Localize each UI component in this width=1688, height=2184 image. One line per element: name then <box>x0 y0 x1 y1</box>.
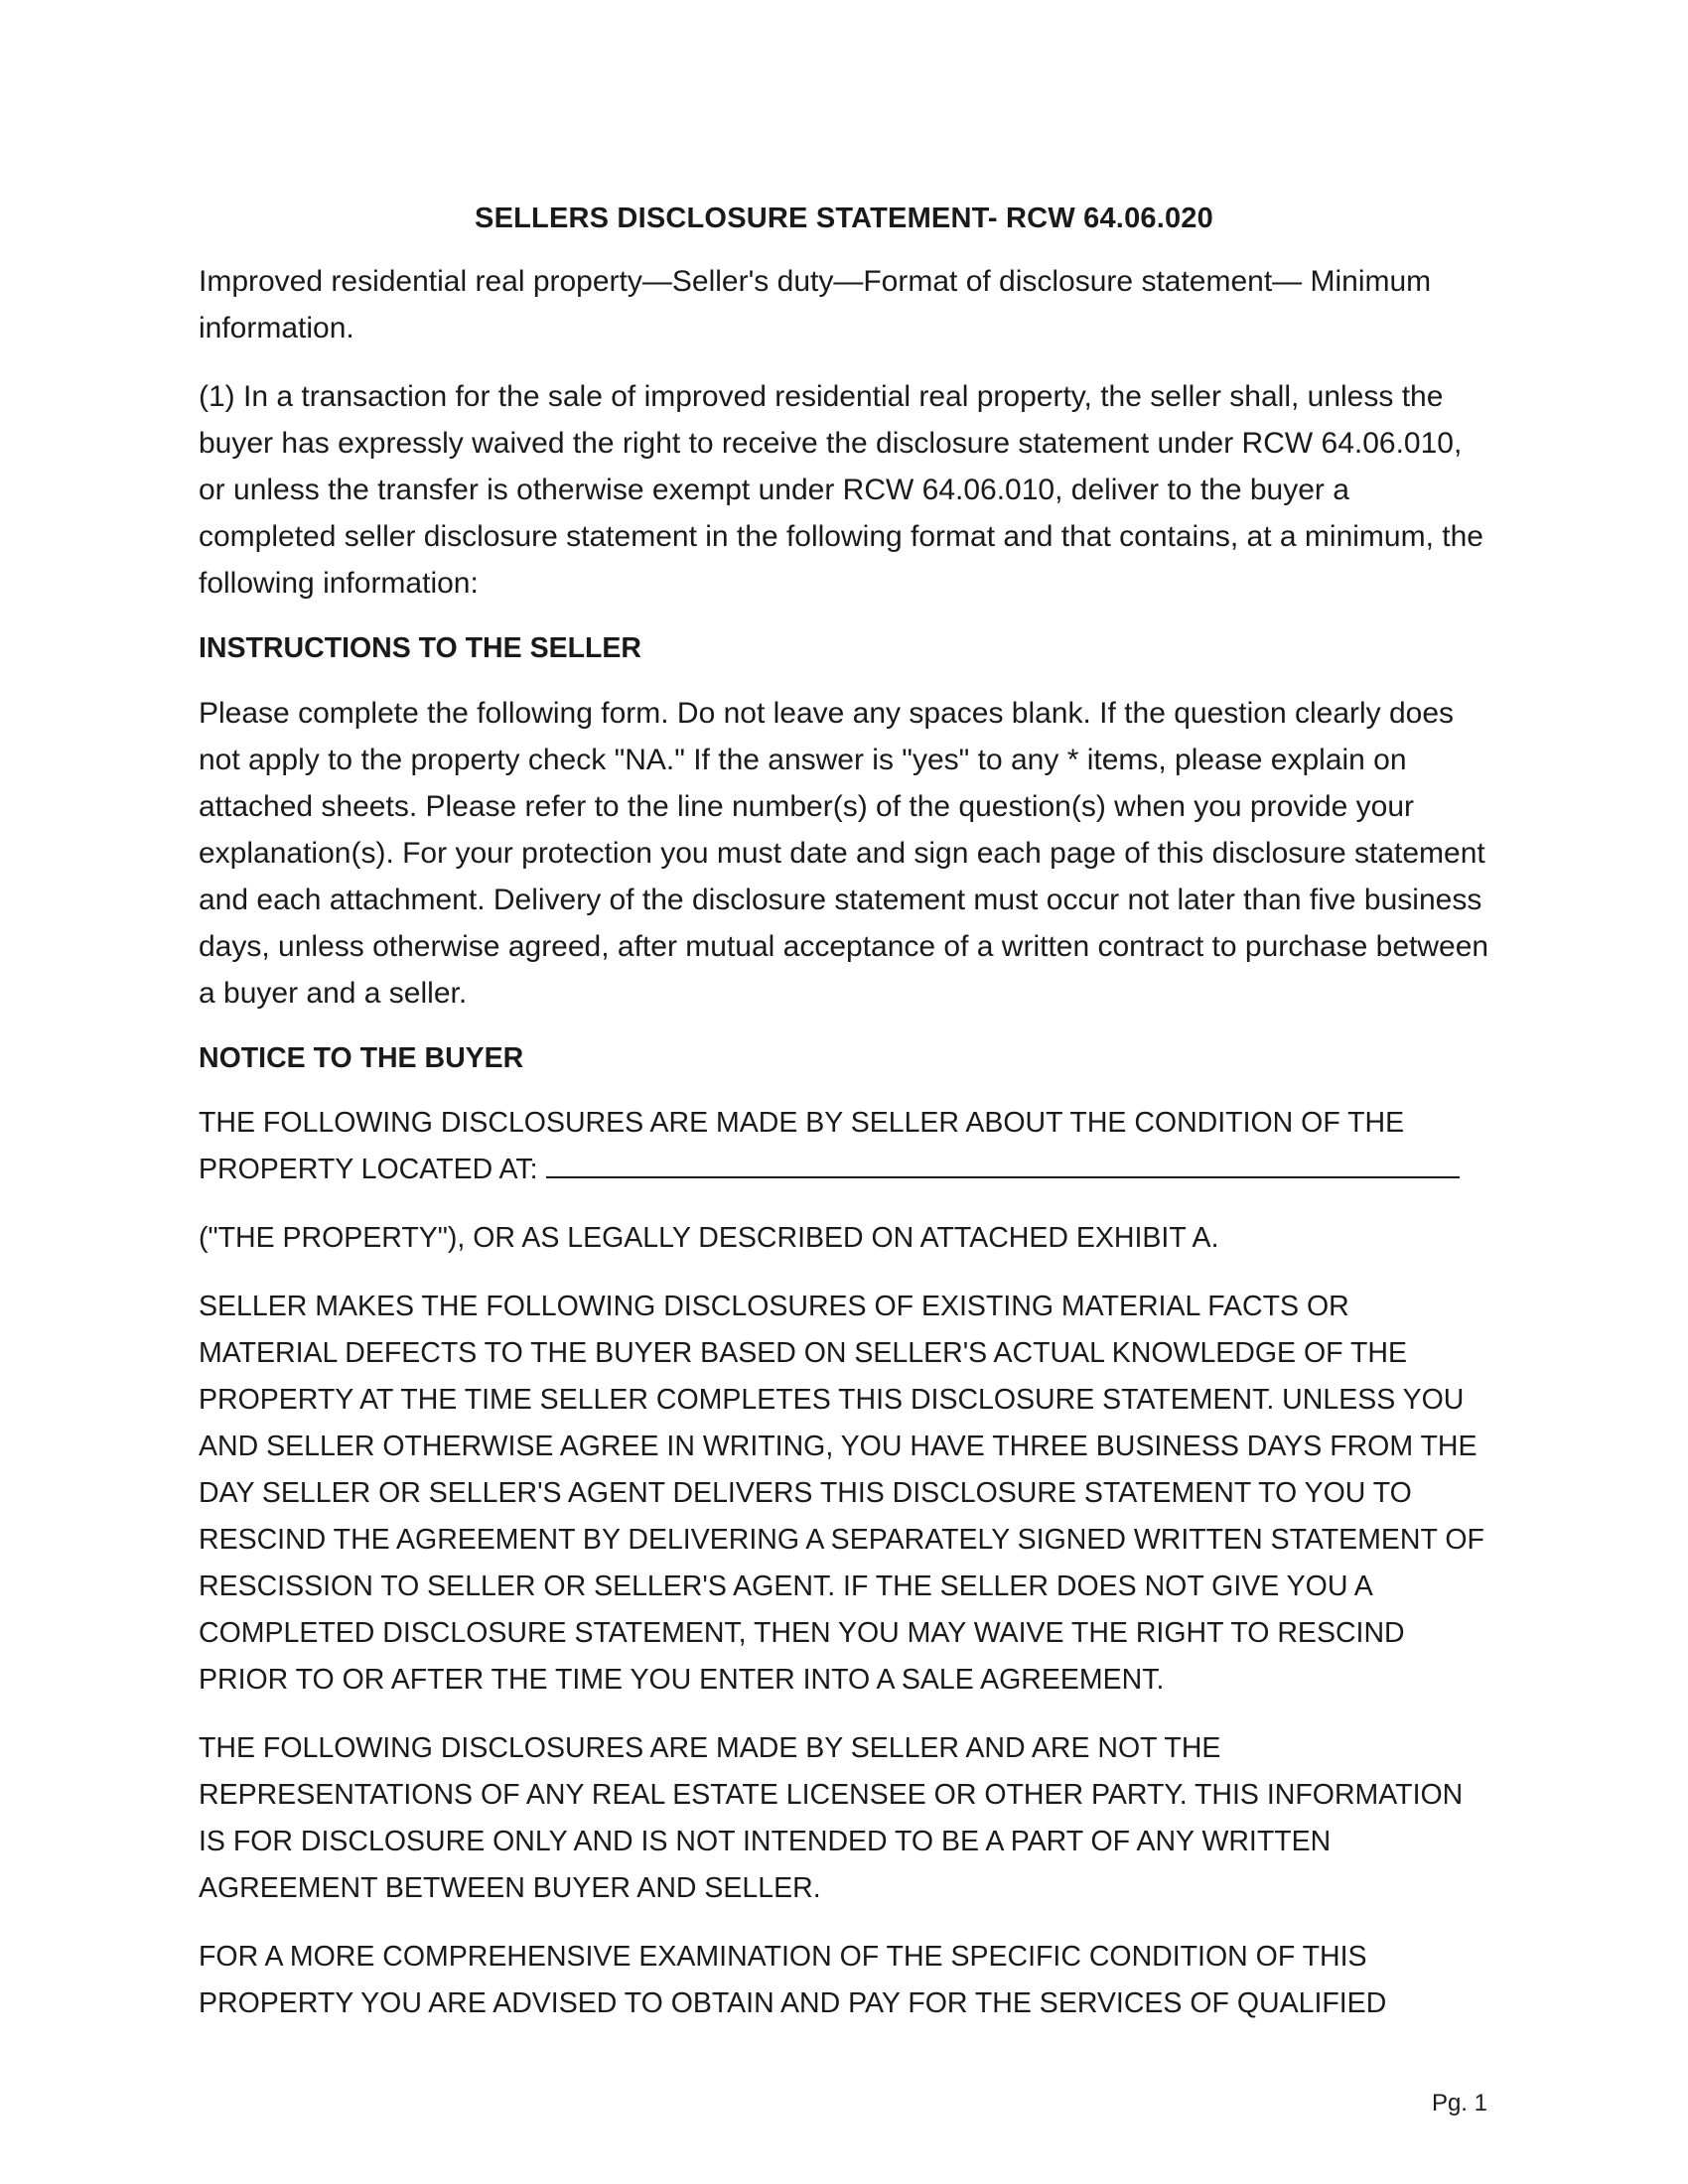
instructions-heading: INSTRUCTIONS TO THE SELLER <box>199 632 641 664</box>
notice-heading: NOTICE TO THE BUYER <box>199 1042 524 1074</box>
disclosure-paragraph-3: FOR A MORE COMPREHENSIVE EXAMINATION OF THE SPECIFIC CONDITION OF THIS PROPERTY YOU ARE ADVISED TO OBTAIN AND PAY FOR THE SERVICES OF QUALIFIED <box>199 1941 1387 2019</box>
page-number: Pg. 1 <box>1431 2090 1487 2116</box>
document-page <box>199 199 1489 2049</box>
document-title: SELLERS DISCLOSURE STATEMENT- RCW 64.06.020 <box>475 203 1213 234</box>
disclosure-paragraph-1: SELLER MAKES THE FOLLOWING DISCLOSURES OF EXISTING MATERIAL FACTS OR MATERIAL DEFECTS TO THE BUYER BASED ON SELLER'S ACTUAL KNOWLEDGE OF THE PROPERTY AT THE TIME SELLER COMPLETES THIS DISCLOSURE STATEMENT. UNLESS YOU AND SELLER OTHERWISE AGREE IN WRITING, YOU HAVE THREE BUSINESS DAYS FROM THE DAY SELLER OR SELLER'S AGENT DELIVERS THIS DISCLOSURE STATEMENT TO YOU TO RESCIND THE AGREEMENT BY DELIVERING A SEPARATELY SIGNED WRITTEN STATEMENT OF RESCISSION TO SELLER OR SELLER'S AGENT. IF THE SELLER DOES NOT GIVE YOU A COMPLETED DISCLOSURE STATEMENT, THEN YOU MAY WAIVE THE RIGHT TO RESCIND PRIOR TO OR AFTER THE TIME YOU ENTER INTO A SALE AGREEMENT. <box>199 1291 1484 1696</box>
property-definition-paragraph: ("THE PROPERTY"), OR AS LEGALLY DESCRIBED ON ATTACHED EXHIBIT A. <box>199 1222 1219 1254</box>
property-address-blank[interactable] <box>546 1147 1460 1178</box>
paragraph-1: (1) In a transaction for the sale of improved residential real property, the seller shall, unless the buyer has expressly waived the right to receive the disclosure statement under RCW 64.06.010, or unless the transfer is otherwise exempt under RCW 64.06.010, deliver to the buyer a completed seller disclosure statement in the following format and that contains, at a minimum, the following information: <box>199 380 1483 600</box>
property-location-label: THE FOLLOWING DISCLOSURES ARE MADE BY SELLER ABOUT THE CONDITION OF THE PROPERTY LOCATED AT: <box>199 1107 1405 1185</box>
disclosure-paragraph-2: THE FOLLOWING DISCLOSURES ARE MADE BY SELLER AND ARE NOT THE REPRESENTATIONS OF ANY REAL ESTATE LICENSEE OR OTHER PARTY. THIS INFORMATION IS FOR DISCLOSURE ONLY AND IS NOT INTENDED TO BE A PART OF ANY WRITTEN AGREEMENT BETWEEN BUYER AND SELLER. <box>199 1732 1464 1904</box>
instructions-paragraph: Please complete the following form. Do not leave any spaces blank. If the question clearly does not apply to the property check "NA." If the answer is "yes" to any * items, please explain on attached sheets. Please refer to the line number(s) of the question(s) when you provide your explanation(s). For your protection you must date and sign each page of this disclosure statement and each attachment. Delivery of the disclosure statement must occur not later than five business days, unless otherwise agreed, after mutual acceptance of a written contract to purchase between a buyer and a seller. <box>199 697 1489 1010</box>
intro-paragraph: Improved residential real property—Seller's duty—Format of disclosure statement— Minimum information. <box>199 265 1432 344</box>
property-location-paragraph <box>199 1100 1489 1193</box>
